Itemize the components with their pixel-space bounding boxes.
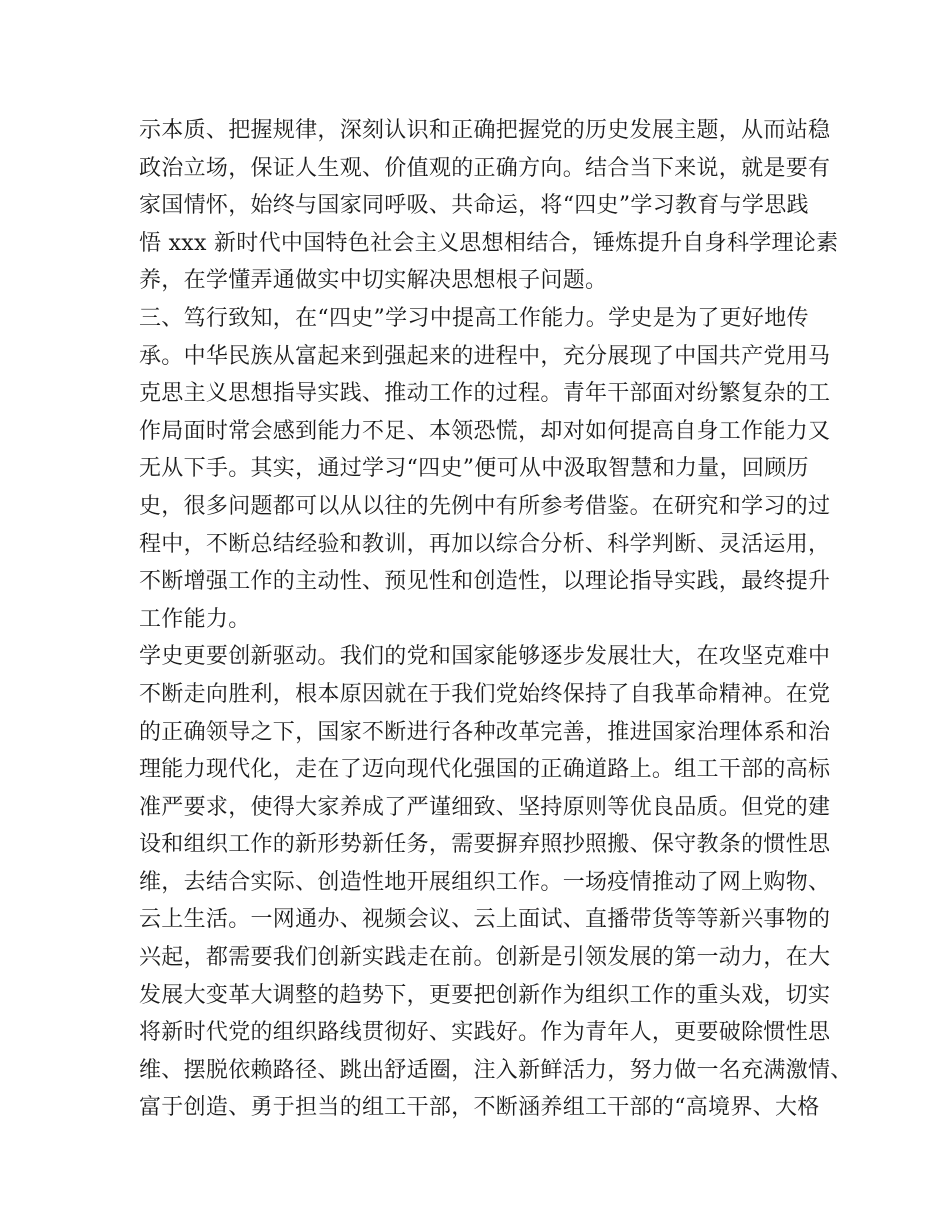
text-line: 兴起，都需要我们创新实践走在前。创新是引领发展的第一动力，在大 bbox=[139, 945, 831, 971]
text-line: 云上生活。一网通办、视频会议、云上面试、直播带货等等新兴事物的 bbox=[139, 907, 831, 933]
text-line: 的正确领导之下，国家不断进行各种改革完善，推进国家治理体系和治 bbox=[139, 719, 831, 745]
text-line: 维，去结合实际、创造性地开展组织工作。一场疫情推动了网上购物、 bbox=[139, 869, 831, 895]
text-line: 家国情怀，始终与国家同呼吸、共命运，将“四史”学习教育与学思践 bbox=[139, 193, 809, 219]
text-line: 政治立场，保证人生观、价值观的正确方向。结合当下来说，就是要有 bbox=[139, 155, 831, 181]
text-line: 工作能力。 bbox=[139, 606, 251, 632]
text-line: 承。中华民族从富起来到强起来的进程中，充分展现了中国共产党用马 bbox=[139, 343, 831, 369]
text-line: 维、摆脱依赖路径、跳出舒适圈，注入新鲜活力，努力做一名充满激情、 bbox=[139, 1057, 853, 1083]
text-line: 作局面时常会感到能力不足、本领恐慌，却对如何提高自身工作能力又 bbox=[139, 418, 831, 444]
text-line: 无从下手。其实，通过学习“四史”便可从中汲取智慧和力量，回顾历 bbox=[139, 456, 809, 482]
text-line: 富于创造、勇于担当的组工干部，不断涵养组工干部的“高境界、大格 bbox=[139, 1095, 820, 1121]
text-line: 发展大变革大调整的趋势下，更要把创新作为组织工作的重头戏，切实 bbox=[139, 982, 831, 1008]
text-line: 准严要求，使得大家养成了严谨细致、坚持原则等优良品质。但党的建 bbox=[139, 794, 831, 820]
text-line: 史，很多问题都可以从以往的先例中有所参考借鉴。在研究和学习的过 bbox=[139, 493, 831, 519]
text-line: 理能力现代化，走在了迈向现代化强国的正确道路上。组工干部的高标 bbox=[139, 757, 831, 783]
text-line: 克思主义思想指导实践、推动工作的过程。青年干部面对纷繁复杂的工 bbox=[139, 381, 831, 407]
document-body bbox=[139, 112, 853, 1127]
text-line: 养，在学懂弄通做实中切实解决思想根子问题。 bbox=[139, 268, 608, 294]
text-line: 三、笃行致知，在“四史”学习中提高工作能力。学史是为了更好地传 bbox=[139, 305, 809, 331]
text-line: 不断走向胜利，根本原因就在于我们党始终保持了自我革命精神。在党 bbox=[139, 681, 831, 707]
text-line: 设和组织工作的新形势新任务，需要摒弃照抄照搬、保守教条的惯性思 bbox=[139, 832, 831, 858]
text-line: 示本质、把握规律，深刻认识和正确把握党的历史发展主题，从而站稳 bbox=[139, 118, 831, 143]
text-line: 学史更要创新驱动。我们的党和国家能够逐步发展壮大，在攻坚克难中 bbox=[139, 644, 831, 670]
text-line: 不断增强工作的主动性、预见性和创造性，以理论指导实践，最终提升 bbox=[139, 569, 831, 595]
text-line: 程中，不断总结经验和教训，再加以综合分析、科学判断、灵活运用， bbox=[139, 531, 831, 557]
text-line: 将新时代党的组织路线贯彻好、实践好。作为青年人，更要破除惯性思 bbox=[139, 1020, 831, 1046]
text-line: 悟 xxx 新时代中国特色社会主义思想相结合，锤炼提升自身科学理论素 bbox=[139, 230, 839, 256]
